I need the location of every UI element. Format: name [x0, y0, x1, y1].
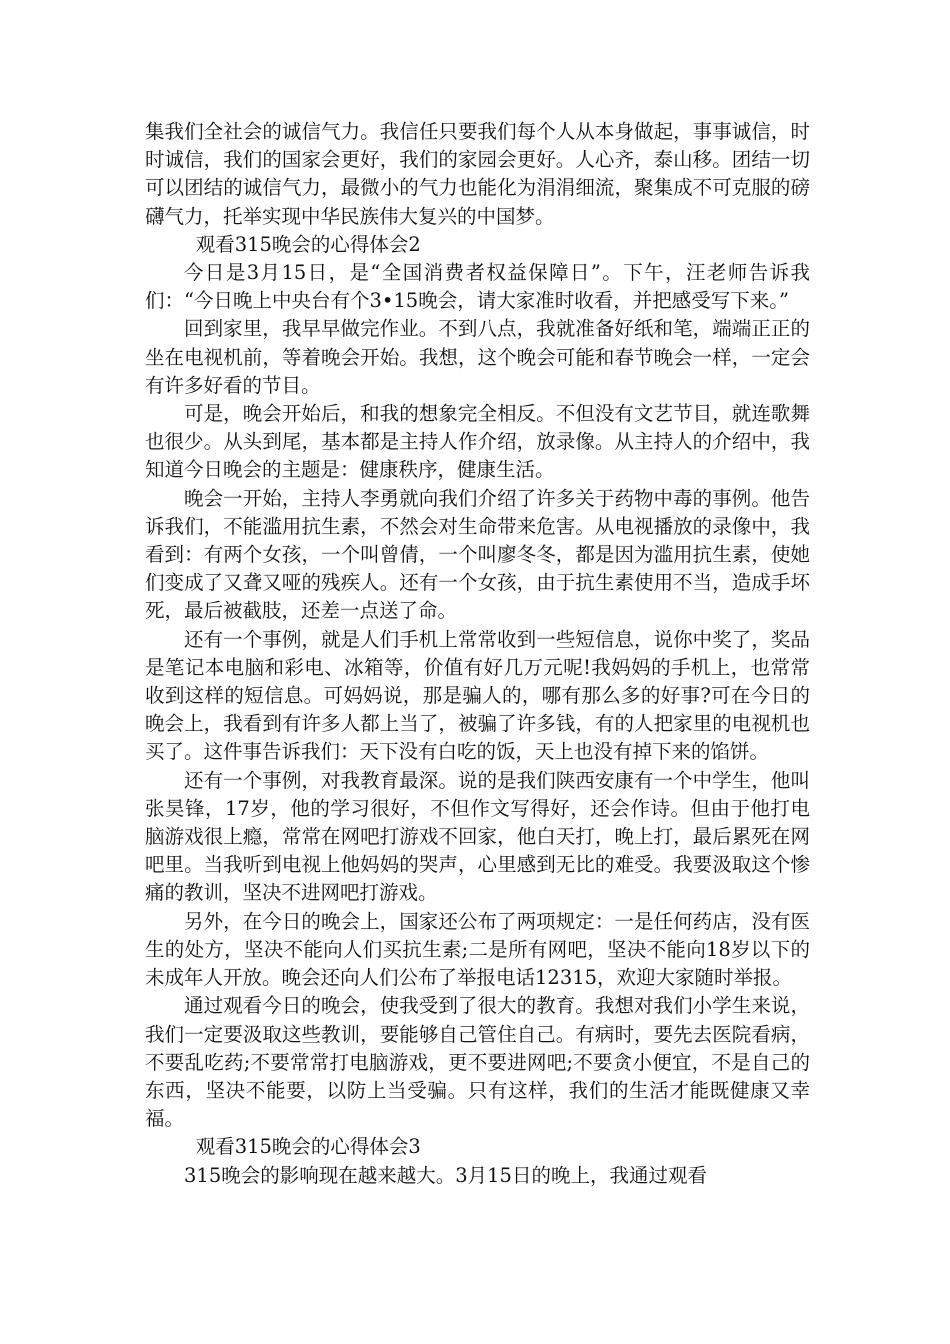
paragraph: 通过观看今日的晚会，使我受到了很大的教育。我想对我们小学生来说，我们一定要汲取这些教训，要能够自己管住自己。有病时，要先去医院看病，不要乱吃药;不要常常打电脑游戏，更不要进网吧;不要贪小便宜，不是自己的东西，坚决不能要，以防上当受骗。只有这样，我们的生活才能既健康又幸福。 — [145, 994, 810, 1131]
paragraph: 回到家里，我早早做完作业。不到八点，我就准备好纸和笔，端端正正的坐在电视机前，等着晚会开始。我想，这个晚会可能和春节晚会一样，一定会有许多好看的节目。 — [145, 317, 810, 397]
paragraph: 还有一个事例，就是人们手机上常常收到一些短信息，说你中奖了，奖品是笔记本电脑和彩电、冰箱等，价值有好几万元呢!我妈妈的手机上，也常常收到这样的短信息。可妈妈说，那是骗人的，哪有那么多的好事?可在今日的晚会上，我看到有许多人都上当了，被骗了许多钱，有的人把家里的电视机也买了。这件事告诉我们：天下没有白吃的饭，天上也没有掉下来的馅饼。 — [145, 627, 810, 764]
paragraph: 另外，在今日的晚会上，国家还公布了两项规定：一是任何药店，没有医生的处方，坚决不能向人们买抗生素;二是所有网吧，坚决不能向18岁以下的未成年人开放。晚会还向人们公布了举报电话12315，欢迎大家随时举报。 — [145, 909, 810, 990]
paragraph: 今日是3月15日，是“全国消费者权益保障日”。下午，汪老师告诉我们：“今日晚上中央台有个3•15晚会，请大家准时收看，并把感受写下来。” — [145, 261, 810, 313]
section-heading-3: 观看315晚会的心得体会3 — [195, 1135, 421, 1159]
paragraph: 还有一个事例，对我教育最深。说的是我们陕西安康有一个中学生，他叫张昊锋，17岁，他的学习很好，不但作文写得好，还会作诗。但由于他打电脑游戏很上瘾，常常在网吧打游戏不回家，他白天打，晚上打，最后累死在网吧里。当我听到电视上他妈妈的哭声，心里感到无比的难受。我要汲取这个惨痛的教训，坚决不进网吧打游戏。 — [145, 768, 810, 905]
paragraph: 315晚会的影响现在越来越大。3月15日的晚上，我通过观看 — [184, 1163, 707, 1187]
paragraph-continuation: 集我们全社会的诚信气力。我信任只要我们每个人从本身做起，事事诚信，时时诚信，我们的国家会更好，我们的家园会更好。人心齐，泰山移。团结一切可以团结的诚信气力，最微小的气力也能化为涓涓细流，聚集成不可克服的磅礴气力，托举实现中华民族伟大复兴的中国梦。 — [145, 120, 810, 228]
paragraph: 晚会一开始，主持人李勇就向我们介绍了许多关于药物中毒的事例。他告诉我们，不能滥用抗生素，不然会对生命带来危害。从电视播放的录像中，我看到：有两个女孩，一个叫曾倩，一个叫廖冬冬，都是因为滥用抗生素，使她们变成了又聋又哑的残疾人。还有一个女孩，由于抗生素使用不当，造成手坏死，最后被截肢，还差一点送了命。 — [145, 486, 810, 623]
paragraph: 可是，晚会开始后，和我的想象完全相反。不但没有文艺节目，就连歌舞也很少。从头到尾，基本都是主持人作介绍，放录像。从主持人的介绍中，我知道今日晚会的主题是：健康秩序，健康生活。 — [145, 402, 810, 482]
document-body — [145, 118, 810, 1190]
section-heading-2: 观看315晚会的心得体会2 — [195, 232, 421, 256]
